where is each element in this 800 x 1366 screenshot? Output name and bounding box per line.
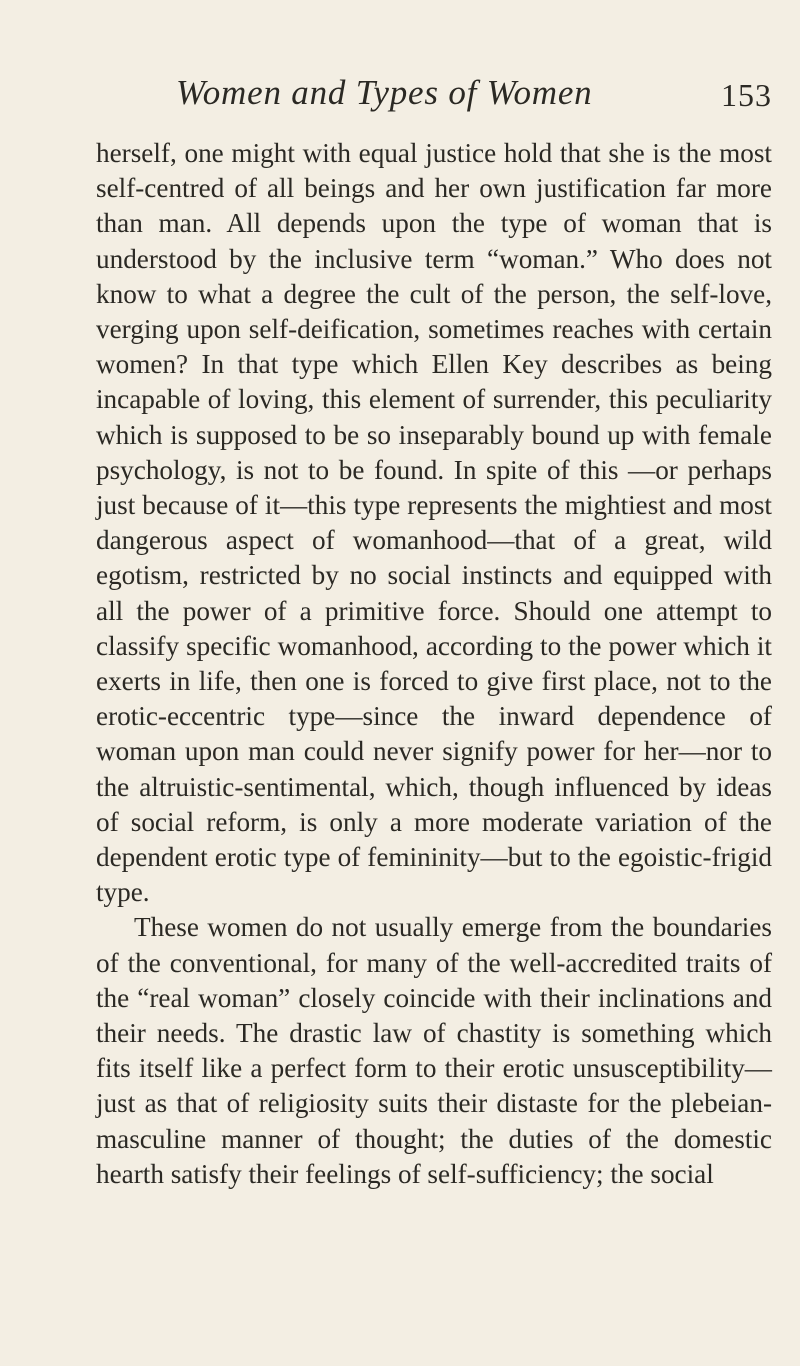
paragraph-2: These women do not usually emerge from the boundaries of the conventional, for many of the well-accredited traits of the “real woman” closely coincide with their inclinations and their needs. The drastic law of chastity is something which fits itself like a perfect form to their erotic unsusceptibility—just as that of religiosity suits their distaste for the plebeian-masculine manner of thought; the duties of the domestic hearth satisfy their feelings of self-sufficiency; the social: [96, 912, 772, 1189]
running-title: Women and Types of Women: [176, 73, 593, 112]
running-head: [176, 73, 772, 121]
body-text: [96, 136, 772, 1192]
paragraph-1: herself, one might with equal justice hold that she is the most self-centred of all beings and her own justification far more than man. All depends upon the type of woman that is understood by the inclusive term “woman.” Who does not know to what a degree the cult of the person, the self-love, verging upon self-deification, sometimes reaches with certain women? In that type which Ellen Key describes as being incapable of loving, this element of surrender, this peculiarity which is supposed to be so inseparably bound up with female psychology, is not to be found. In spite of this —or perhaps just because of it—this type represents the mightiest and most dangerous aspect of womanhood—that of a great, wild egotism, restricted by no social instincts and equipped with all the power of a primitive force. Should one attempt to classify specific womanhood, according to the power which it exerts in life, then one is forced to give first place, not to the erotic-eccentric type—since the inward dependence of woman upon man could never signify power for her—nor to the altruistic-sentimental, which, though influenced by ideas of social reform, is only a more moderate variation of the dependent erotic type of femininity—but to the egoistic-frigid type.: [96, 138, 772, 908]
page-number: 153: [721, 77, 772, 113]
